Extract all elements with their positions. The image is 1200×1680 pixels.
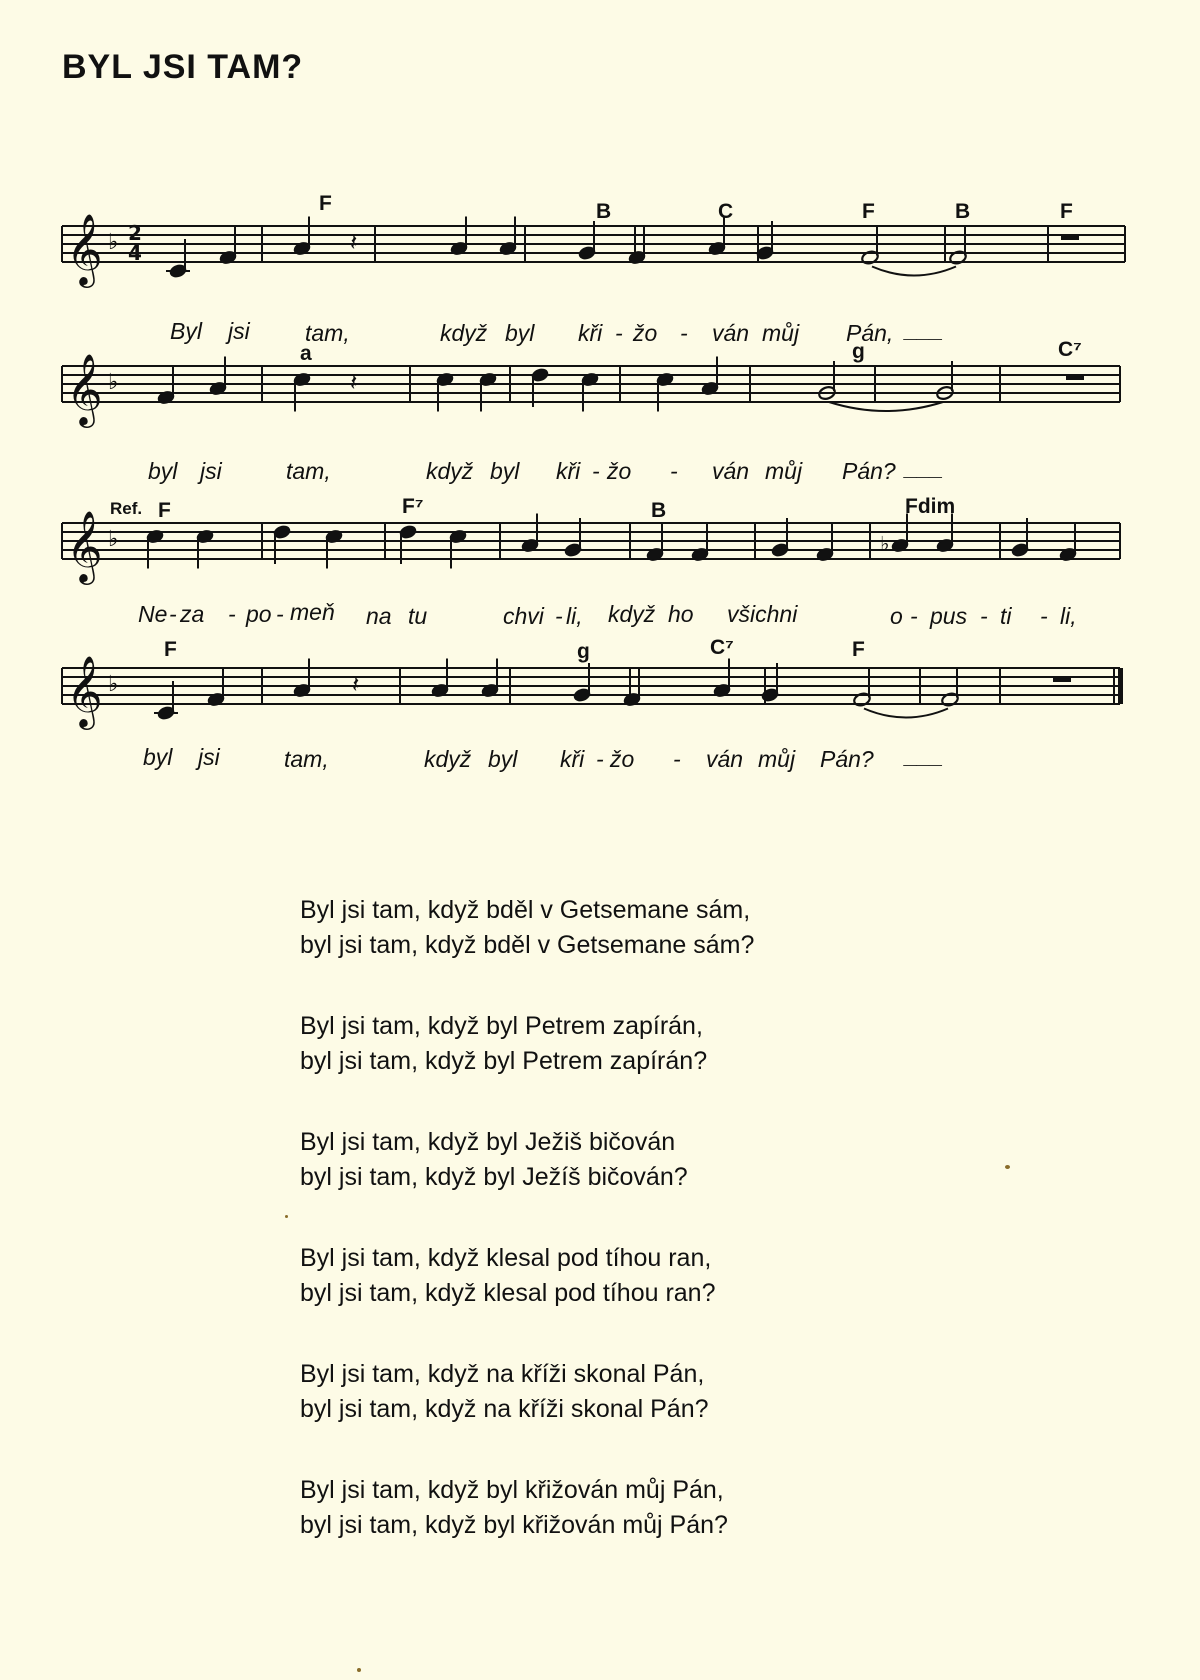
lyric-syllable: byl bbox=[505, 320, 535, 346]
verse-line: byl jsi tam, když byl křižován můj Pán? bbox=[300, 1511, 728, 1539]
lyric-syllable: - bbox=[228, 601, 236, 627]
verse-3 bbox=[300, 1125, 940, 1195]
lyric-syllable: Byl bbox=[170, 318, 202, 344]
time-signature-top: 2 bbox=[128, 221, 142, 245]
verse-line: Byl jsi tam, když byl Petrem zapírán, bbox=[300, 1012, 703, 1040]
lyric-extender: ___ bbox=[905, 742, 944, 768]
chord-label: g bbox=[852, 340, 865, 363]
lyric-extender: ___ bbox=[905, 454, 944, 480]
chord-label: C⁷ bbox=[1058, 338, 1082, 361]
lyric-syllable: všichni bbox=[727, 601, 798, 627]
lyric-syllable: byl bbox=[143, 744, 173, 770]
lyric-syllable: žo bbox=[633, 320, 658, 346]
lyric-syllable: žo bbox=[610, 746, 635, 772]
paper-speck bbox=[357, 1668, 361, 1672]
verse-line: Byl jsi tam, když klesal pod tíhou ran, bbox=[300, 1244, 712, 1272]
lyric-syllable: byl bbox=[490, 458, 520, 484]
chord-label: B bbox=[651, 499, 667, 522]
lyric-syllable: Pán, bbox=[846, 320, 894, 346]
flat-accidental-icon: ♭ bbox=[880, 531, 890, 556]
lyric-syllable: - bbox=[169, 601, 177, 627]
chord-label: F⁷ bbox=[402, 495, 424, 518]
song-title: BYL JSI TAM? bbox=[62, 48, 304, 86]
chord-label: Fdim bbox=[905, 495, 956, 518]
lyric-syllable: jsi bbox=[228, 318, 250, 344]
lyric-syllable: můj bbox=[765, 458, 803, 484]
lyric-syllable: byl bbox=[488, 746, 518, 772]
lyric-syllable: když bbox=[424, 746, 472, 772]
lyric-syllable: kři bbox=[556, 458, 581, 484]
verse-line: byl jsi tam, když byl Ježíš bičován? bbox=[300, 1163, 688, 1191]
verse-line: byl jsi tam, když byl Petrem zapírán? bbox=[300, 1047, 708, 1075]
lyric-syllable: kři bbox=[578, 320, 603, 346]
lyric-syllable: jsi bbox=[200, 458, 222, 484]
verse-line: byl jsi tam, když bděl v Getsemane sám? bbox=[300, 931, 755, 959]
staff-2 bbox=[0, 338, 1200, 425]
chord-label: F bbox=[1060, 200, 1073, 223]
lyric-syllable: tu bbox=[408, 603, 428, 629]
verse-line: Byl jsi tam, když byl Ježiš bičován bbox=[300, 1128, 676, 1156]
whole-rest-icon bbox=[1066, 375, 1084, 380]
verse-1 bbox=[300, 893, 940, 963]
chord-label: g bbox=[577, 640, 590, 663]
verse-line: Byl jsi tam, když bděl v Getsemane sám, bbox=[300, 896, 751, 924]
chord-label: B bbox=[955, 200, 971, 223]
lyric-syllable: tam, bbox=[286, 458, 331, 484]
lyric-syllable: jsi bbox=[198, 744, 220, 770]
final-barline-thick bbox=[1118, 668, 1123, 704]
whole-rest-icon bbox=[1053, 677, 1071, 682]
lyric-syllable: - bbox=[910, 603, 918, 629]
lyric-syllable: kři bbox=[560, 746, 585, 772]
lyric-syllable: - bbox=[596, 746, 604, 772]
verse-line: Byl jsi tam, když byl křižován můj Pán, bbox=[300, 1476, 724, 1504]
chord-label: F bbox=[164, 638, 177, 661]
chord-label: F bbox=[852, 638, 865, 661]
lyric-syllable: - bbox=[680, 320, 688, 346]
lyric-syllable: ti bbox=[1000, 603, 1012, 629]
whole-rest-icon bbox=[1061, 235, 1079, 240]
lyric-syllable: ván bbox=[706, 746, 744, 772]
chord-label: F bbox=[158, 499, 171, 522]
lyric-syllable: - bbox=[1040, 603, 1048, 629]
chord-label: a bbox=[300, 342, 312, 365]
lyric-syllable: - bbox=[276, 601, 284, 627]
lyric-syllable: - bbox=[615, 320, 623, 346]
chord-label: B bbox=[596, 200, 612, 223]
staff-4 bbox=[0, 640, 1200, 727]
tie-arc bbox=[864, 709, 948, 718]
lyric-syllable: pus bbox=[930, 603, 968, 629]
flat-sign-icon: ♭ bbox=[108, 370, 119, 395]
lyric-syllable: - bbox=[592, 458, 600, 484]
lyric-syllable: ván bbox=[712, 320, 750, 346]
chord-label: F bbox=[862, 200, 875, 223]
lyric-syllable: tam, bbox=[284, 746, 329, 772]
quarter-rest-icon: 𝄽 bbox=[352, 670, 360, 698]
verse-line: byl jsi tam, když klesal pod tíhou ran? bbox=[300, 1279, 716, 1307]
quarter-rest-icon: 𝄽 bbox=[350, 228, 358, 256]
tie-arc bbox=[872, 267, 956, 276]
paper-speck bbox=[285, 1215, 288, 1218]
treble-clef-icon: 𝄞 bbox=[66, 509, 103, 582]
lyric-syllable: - bbox=[555, 603, 563, 629]
lyric-syllable: za bbox=[180, 601, 205, 627]
lyric-syllable: ho bbox=[668, 601, 694, 627]
lyric-syllable: tam, bbox=[305, 320, 350, 346]
lyric-syllable: li, bbox=[1060, 603, 1077, 629]
verse-4 bbox=[300, 1241, 940, 1311]
lyric-syllable: o bbox=[890, 603, 903, 629]
refrain-label: Ref. bbox=[110, 499, 143, 518]
staff-3 bbox=[0, 495, 1200, 582]
flat-sign-icon: ♭ bbox=[108, 527, 119, 552]
verse-line: Byl jsi tam, když na kříži skonal Pán, bbox=[300, 1360, 705, 1388]
lyric-syllable: - bbox=[980, 603, 988, 629]
treble-clef-icon: 𝄞 bbox=[66, 212, 103, 285]
verse-6 bbox=[300, 1473, 940, 1543]
flat-sign-icon: ♭ bbox=[108, 672, 119, 697]
verse-5 bbox=[300, 1357, 940, 1427]
tie-arc bbox=[829, 402, 943, 411]
lyric-syllable: žo bbox=[607, 458, 632, 484]
lyric-syllable: li, bbox=[566, 603, 583, 629]
chord-label: C bbox=[718, 200, 734, 223]
lyric-syllable: když bbox=[426, 458, 474, 484]
verse-line: byl jsi tam, když na kříži skonal Pán? bbox=[300, 1395, 709, 1423]
lyric-syllable: když bbox=[608, 601, 656, 627]
lyric-syllable: meň bbox=[290, 599, 335, 625]
lyric-syllable: byl bbox=[148, 458, 178, 484]
lyric-syllable: můj bbox=[762, 320, 800, 346]
paper-speck bbox=[1005, 1165, 1010, 1169]
lyric-syllable: - bbox=[670, 458, 678, 484]
lyric-syllable: chvi bbox=[503, 603, 544, 629]
lyric-syllable: Pán? bbox=[842, 458, 896, 484]
lyric-syllable: můj bbox=[758, 746, 796, 772]
treble-clef-icon: 𝄞 bbox=[66, 352, 103, 425]
chord-label: C⁷ bbox=[710, 636, 734, 659]
lyric-syllable: - bbox=[673, 746, 681, 772]
lyric-syllable: Ne bbox=[138, 601, 168, 627]
verses-block bbox=[300, 893, 940, 1589]
flat-sign-icon: ♭ bbox=[108, 230, 119, 255]
lyric-syllable: Pán? bbox=[820, 746, 874, 772]
treble-clef-icon: 𝄞 bbox=[66, 654, 103, 727]
time-signature-bottom: 4 bbox=[128, 241, 142, 265]
chord-label: F bbox=[319, 192, 332, 215]
verse-2 bbox=[300, 1009, 940, 1079]
lyric-extender: ___ bbox=[905, 316, 944, 342]
quarter-rest-icon: 𝄽 bbox=[350, 368, 358, 396]
lyric-syllable: na bbox=[366, 603, 392, 629]
lyric-syllable: ván bbox=[712, 458, 750, 484]
lyric-syllable: když bbox=[440, 320, 488, 346]
lyric-syllable: po bbox=[246, 601, 272, 627]
